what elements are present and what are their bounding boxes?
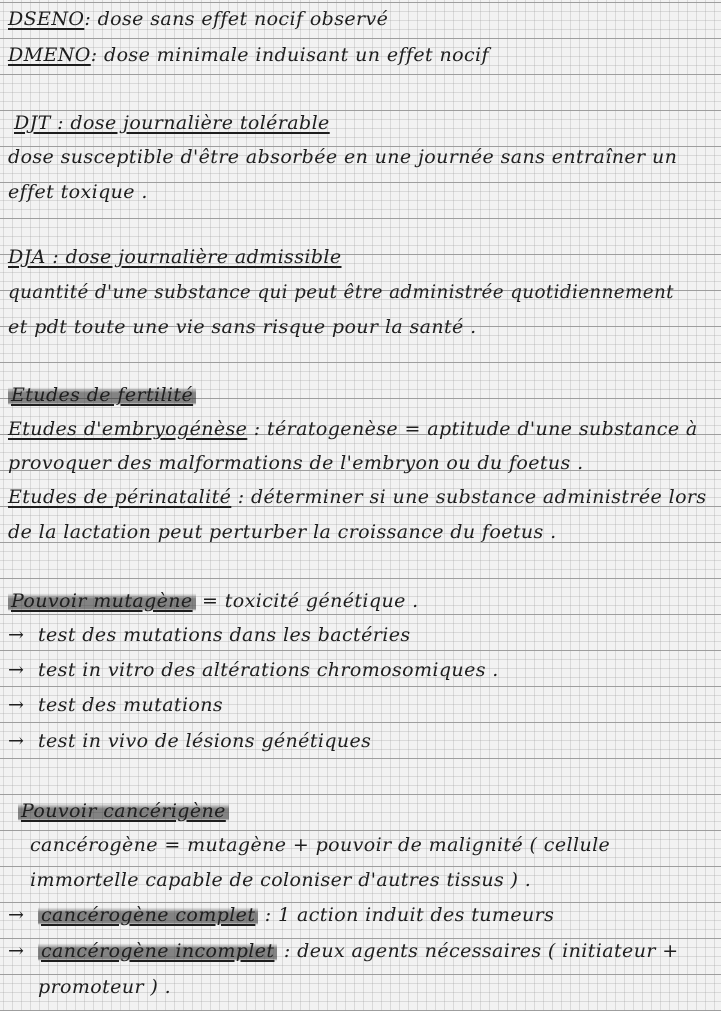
- list-item: → test des mutations: [8, 694, 224, 716]
- fertilite-heading: Etudes de fertilité: [8, 384, 196, 406]
- list-item: → test in vivo de lésions génétiques: [8, 730, 372, 752]
- dmeno-text: dose minimale induisant un effet nocif: [97, 44, 489, 66]
- dseno-definition: DSENO: dose sans effet nocif observé: [8, 8, 389, 30]
- perinat-line-2: de la lactation peut perturber la croissance du foetus .: [8, 521, 557, 543]
- arrow-icon: →: [8, 940, 25, 962]
- list-item: → test des mutations dans les bactéries: [8, 624, 411, 646]
- cancerogene-heading: Pouvoir cancérigène: [18, 800, 229, 822]
- dseno-abbr: DSENO: [8, 8, 85, 30]
- djt-line-2: effet toxique .: [8, 181, 148, 203]
- arrow-icon: →: [8, 694, 25, 716]
- dmeno-abbr: DMENO: [8, 44, 91, 66]
- complet-label: cancérogène complet: [38, 904, 258, 926]
- cancerogene-def-line-2: immortelle capable de coloniser d'autres tissus ) .: [30, 869, 532, 891]
- arrow-icon: →: [8, 904, 25, 926]
- mutagene-title: Pouvoir mutagène: [8, 590, 196, 612]
- djt-heading: DJT : dose journalière tolérable: [14, 112, 330, 134]
- incomplet-line-2: promoteur ) .: [38, 976, 172, 998]
- dseno-text: dose sans effet nocif observé: [91, 8, 389, 30]
- arrow-icon: →: [8, 624, 25, 646]
- arrow-icon: →: [8, 659, 25, 681]
- embryo-line-1: Etudes d'embryogénèse : tératogenèse = aptitude d'une substance à: [8, 418, 698, 440]
- dja-line-2: et pdt toute une vie sans risque pour la santé .: [8, 316, 477, 338]
- incomplet-label: cancérogène incomplet: [38, 940, 277, 962]
- cancerogene-def-line-1: cancérogène = mutagène + pouvoir de malignité ( cellule: [30, 834, 611, 856]
- arrow-icon: →: [8, 730, 25, 752]
- perinat-title: Etudes de périnatalité: [8, 486, 232, 508]
- dja-heading: DJA : dose journalière admissible: [8, 246, 342, 268]
- embryo-line-2: provoquer des malformations de l'embryon ou du foetus .: [8, 452, 584, 474]
- mutagene-heading: [8, 590, 419, 612]
- cancerogene-complet: → cancérogène complet : 1 action induit des tumeurs: [8, 904, 555, 926]
- list-item: → test in vitro des altérations chromosomiques .: [8, 659, 499, 681]
- mutagene-subtitle: = toxicité génétique .: [195, 590, 419, 612]
- djt-line-1: dose susceptible d'être absorbée en une journée sans entraîner un: [8, 146, 678, 168]
- dmeno-definition: DMENO: dose minimale induisant un effet nocif: [8, 44, 489, 66]
- perinat-line-1: Etudes de périnatalité : déterminer si une substance administrée lors: [8, 486, 707, 508]
- embryo-title: Etudes d'embryogénèse: [8, 418, 248, 440]
- dja-line-1: quantité d'une substance qui peut être administrée quotidiennement: [8, 282, 674, 303]
- cancerogene-incomplet: → cancérogène incomplet : deux agents nécessaires ( initiateur +: [8, 940, 679, 962]
